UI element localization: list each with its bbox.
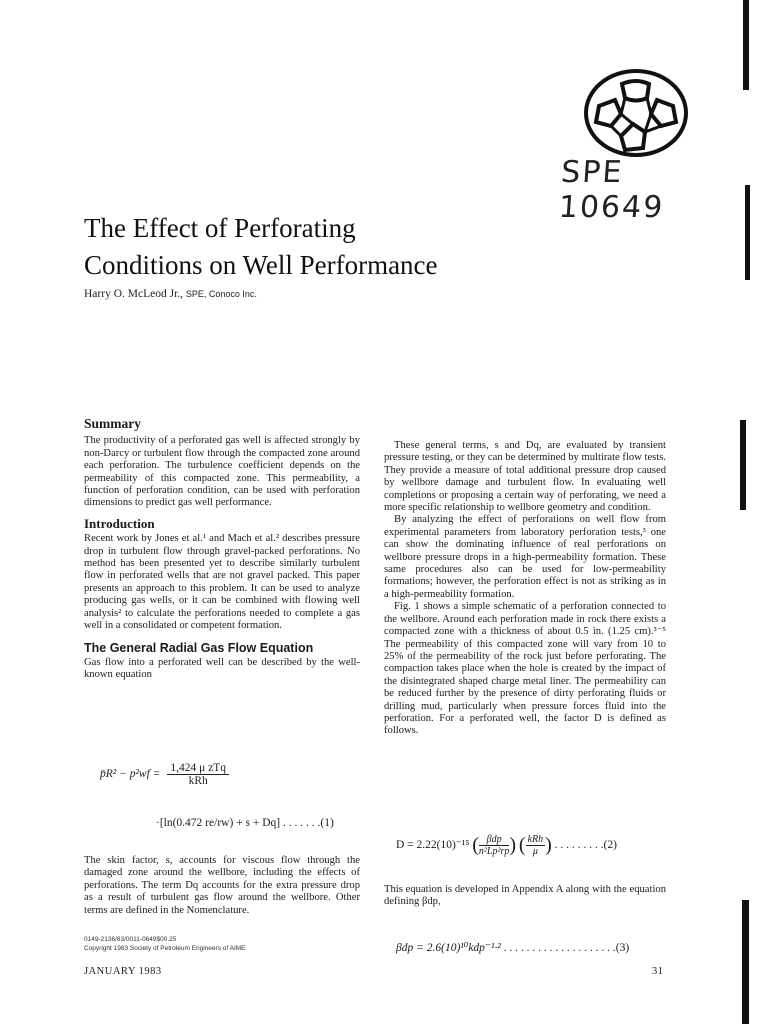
skin-factor-paragraph [84,855,360,917]
summary-text: The productivity of a perforated gas well is affected strongly by non-Darcy or turbulent flow through the compacted zone around each perforation. The turbulence coefficient depends on the permeability of this compacted zone. This permeability, a function of perforation condition, can be used with perforation dimensions to predict gas well performance. [84,435,360,509]
spe-logo-icon [581,66,691,160]
scan-edge-line [743,0,749,90]
eq2-f2-denominator: μ [532,846,538,857]
footer-code: 0149-2136/83/0011-0649$00.25 [84,936,177,943]
scan-edge-line [742,900,749,1024]
radial-flow-text: Gas flow into a perforated well can be described by the well-known equation [84,656,360,681]
right-paragraph-3: Fig. 1 shows a simple schematic of a perforation connected to the wellbore. Around each perforation made in rock there exists a compacted zone with a thickness of about 0.5 in. (1.25 cm).³⁻⁵ The permeability of this compacted zone will vary from 10 to 25% of the permeability of the rock just before perforating. The compaction takes place when the hole is created by the impact of the disintegrated shaped charge metal liner. The permeability can be reduced further by the presence of dirty perforating fluids or drilling mud, particularly when pressure forces fluid into the perforation. For a perforated well, the factor D is defined as follows. [384,601,666,737]
author-line [84,288,257,300]
eq2-f1-denominator: n²Lp²rp [478,846,510,857]
summary-heading: Summary [84,416,141,431]
author-name: Harry O. McLeod Jr., [84,288,184,300]
eq2-f1-numerator: βdp [479,834,509,846]
equation-1 [100,762,229,787]
right-column [384,440,666,738]
introduction-text: Recent work by Jones et al.¹ and Mach et al.² describes pressure drop in turbulent flow through gravel-packed perforations. No method has been presented yet to describe similarly turbulent flow in perforated wells that are not gravel packed. This paper presents an approach to this problem. It can be used to analyze producing gas wells, or it can be combined with flowing well analysis² to calculate the perforations needed to complete a gas well in a consolidated or competent formation. [84,533,360,632]
radial-flow-heading: The General Radial Gas Flow Equation [84,640,314,655]
footer-date: JANUARY 1983 [84,966,162,977]
paper-title [84,210,604,284]
appendix-text: This equation is developed in Appendix A along with the equation defining βdp, [384,884,666,908]
author-affiliation: SPE, Conoco Inc. [185,289,257,299]
eq3-text: βdp = 2.6(10)¹⁰kdp⁻¹·² [396,942,501,954]
footer-copyright-block [84,935,246,953]
left-column [84,418,360,682]
right-paragraph-2: By analyzing the effect of perforations on well flow from experimental parameters from laboratory perforation tests,³ one can show the dominating influence of real perforations on wellbore pressure drops in a high-permeability formation. These same procedures also can be used for low-permeability formations; however, the perforation effect is not as striking as in a high-permeability formation. [384,514,666,600]
title-line-2: Conditions on Well Performance [84,250,438,280]
eq1-denominator: kRh [188,775,208,787]
eq2-tail: . . . . . . . . .(2) [554,839,617,852]
eq1-lhs: p̄R² − p²wf = [100,768,161,781]
eq1-numerator: 1,424 μ zTq [167,762,229,775]
footer-copyright: Copyright 1983 Society of Petroleum Engineers of AIME [84,945,246,952]
scan-edge-line [740,420,746,510]
title-line-1: The Effect of Perforating [84,213,356,243]
introduction-heading: Introduction [84,515,155,531]
equation-2: D = 2.22(10)⁻¹⁵ ( βdp n²Lp²rp ) ( kRh μ ) . . . . . . . . .(2) [396,834,617,857]
skin-factor-text: The skin factor, s, accounts for viscous flow through the damaged zone around the wellbore, including the effects of perforations. The term Dq accounts for the extra pressure drop as a result of turbulent gas flow around the wellbore. Other terms are defined in the Nomenclature. [84,855,360,916]
eq2-lhs: D = 2.22(10)⁻¹⁵ [396,839,470,852]
page-number: 31 [652,966,664,977]
equation-1-line-2: ·[ln(0.472 re/rw) + s + Dq] . . . . . . .(1) [156,817,334,829]
eq2-f2-numerator: kRh [527,834,544,845]
eq3-tail: . . . . . . . . . . . . . . . . . . . .(3) [503,942,630,954]
equation-3 [396,940,629,954]
right-paragraph-1: These general terms, s and Dq, are evaluated by transient pressure testing, or they can be determined by multirate flow tests. They provide a measure of total additional pressure drop caused by wellbore damage and turbulent flow. In evaluating well completions or proposing a certain way of perforating, we need a more specific relationship to wellbore geometry and condition. [384,440,666,514]
appendix-paragraph [384,884,666,909]
handwritten-paper-id: SPE 10649 [557,155,666,225]
scan-edge-line [745,185,750,280]
